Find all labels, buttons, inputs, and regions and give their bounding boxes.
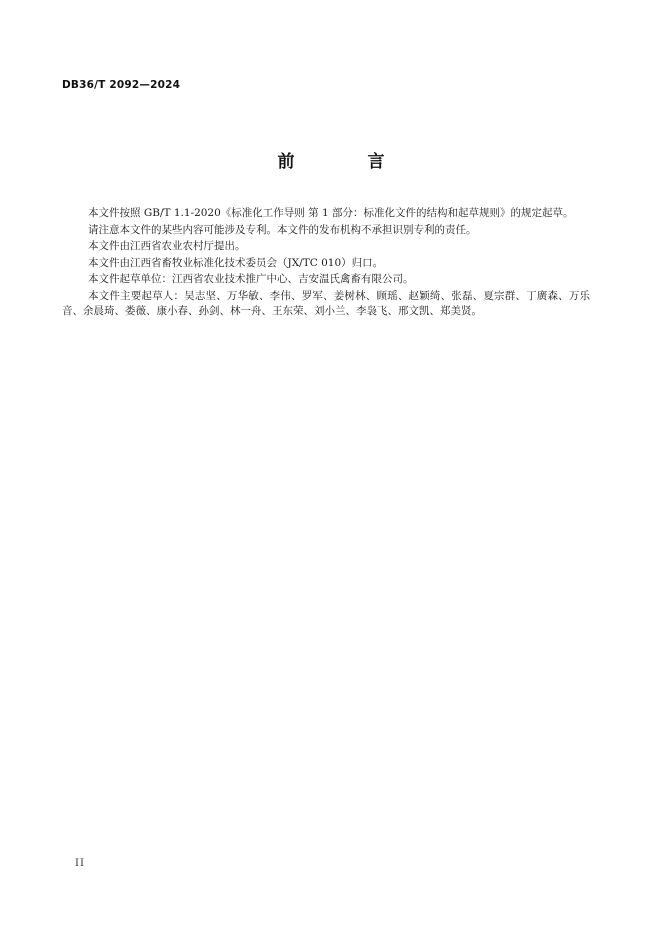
paragraph-proposer: 本文件由江西省农业农村厅提出。 bbox=[88, 240, 246, 252]
foreword-body bbox=[62, 206, 590, 320]
paragraph-centralizing-unit: 本文件由江西省畜牧业标准化技术委员会（JX/TC 010）归口。 bbox=[88, 256, 384, 269]
standard-code: DB36/T 2092—2024 bbox=[62, 79, 181, 91]
paragraph-patent-notice: 请注意本文件的某些内容可能涉及专利。本文件的发布机构不承担识别专利的责任。 bbox=[88, 223, 477, 236]
page-title: 前 言 bbox=[277, 152, 413, 172]
paragraph-drafters: 本文件主要起草人：吴志坚、万华敏、李伟、罗军、姜树林、顾瑶、赵颖绮、张磊、夏宗群、丁廣森、万乐音、余晨琦、娄薇、康小春、孙剑、林一舟、王东荣、刘小兰、李袅飞、邢文凯、郑美贤。 bbox=[62, 289, 590, 317]
paragraph-drafting-rules: 本文件按照 GB/T 1.1-2020《标准化工作导则 第 1 部分：标准化文件的结构和起草规则》的规定起草。 bbox=[88, 207, 574, 219]
page-number: II bbox=[75, 858, 85, 869]
paragraph-drafting-organizations: 本文件起草单位：江西省农业技术推广中心、吉安温氏禽畜有限公司。 bbox=[88, 273, 414, 285]
